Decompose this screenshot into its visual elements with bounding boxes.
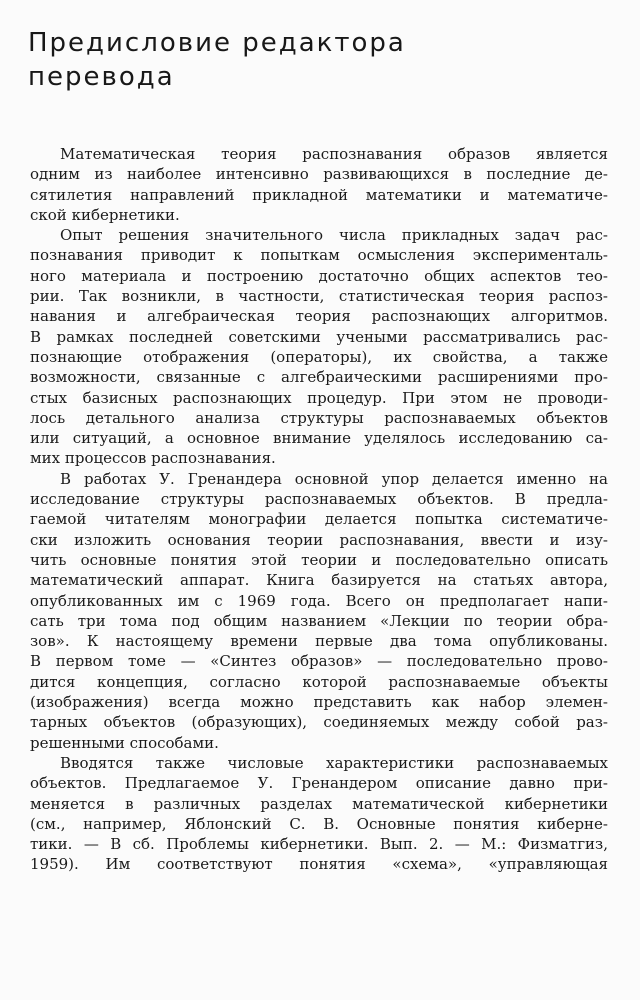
- text-line: чить основные понятия этой теории и последовательно описать: [30, 550, 608, 569]
- text-line: (изображения) всегда можно представить как набор элемен-: [30, 693, 608, 712]
- text-line: объектов. Предлагаемое У. Гренандером описание давно при-: [30, 774, 608, 793]
- page-title: [28, 26, 406, 94]
- text-line: математический аппарат. Книга базируется на статьях автора,: [30, 571, 608, 590]
- text-line: зов». К настоящему времени первые два тома опубликованы.: [30, 632, 608, 651]
- text-line: тарных объектов (образующих), соединяемых между собой раз-: [30, 713, 608, 732]
- text-line: или ситуаций, а основное внимание уделялось исследованию са-: [30, 429, 608, 448]
- text-line: ного материала и построению достаточно общих аспектов тео-: [30, 266, 608, 285]
- text-line: мих процессов распознавания.: [30, 449, 276, 468]
- paragraph-2: [30, 225, 608, 469]
- text-line: Вводятся также числовые характеристики распознаваемых: [60, 753, 608, 772]
- text-line: ской кибернетики.: [30, 205, 180, 224]
- text-line: сать три тома под общим названием «Лекции по теории обра-: [30, 611, 608, 630]
- text-line: ски изложить основания теории распознавания, ввести и изу-: [30, 530, 608, 549]
- text-line: тики. — В сб. Проблемы кибернетики. Вып. 2. — М.: Физматгиз,: [30, 835, 608, 854]
- text-line: исследование структуры распознаваемых объектов. В предла-: [30, 490, 608, 509]
- text-line: возможности, связанные с алгебраическими расширениями про-: [30, 368, 608, 387]
- body-text: [30, 144, 608, 875]
- text-line: рии. Так возникли, в частности, статистическая теория распоз-: [30, 287, 608, 306]
- text-line: меняется в различных разделах математической кибернетики: [30, 794, 608, 813]
- text-line: опубликованных им с 1969 года. Всего он предполагает напи-: [30, 591, 608, 610]
- text-line: дится концепция, согласно которой распознаваемые объекты: [30, 672, 608, 691]
- text-line: познающие отображения (операторы), их свойства, а также: [30, 347, 608, 366]
- text-line: 1959). Им соответствуют понятия «схема», «управляющая: [30, 855, 608, 874]
- text-line: В первом томе — «Синтез образов» — последовательно прово-: [30, 652, 608, 671]
- text-line: сятилетия направлений прикладной математики и математиче-: [30, 185, 608, 204]
- paragraph-3: [30, 469, 608, 753]
- text-line: В рамках последней советскими учеными рассматривались рас-: [30, 327, 608, 346]
- paragraph-4: [30, 753, 608, 875]
- paragraph-1: [30, 144, 608, 225]
- text-line: Опыт решения значительного числа прикладных задач рас-: [60, 226, 608, 245]
- text-line: В работах У. Гренандера основной упор делается именно на: [60, 469, 608, 488]
- text-line: лось детального анализа структуры распознаваемых объектов: [30, 408, 608, 427]
- text-line: Математическая теория распознавания образов является: [60, 145, 608, 163]
- text-line: одним из наиболее интенсивно развивающихся в последние де-: [30, 165, 608, 184]
- text-line: решенными способами.: [30, 733, 219, 752]
- text-line: гаемой читателям монографии делается попытка систематиче-: [30, 510, 608, 529]
- text-line: (см., например, Яблонский С. В. Основные понятия киберне-: [30, 814, 608, 833]
- text-line: познавания приводит к попыткам осмысления эксперименталь-: [30, 246, 608, 265]
- text-line: навания и алгебраическая теория распознающих алгоритмов.: [30, 307, 608, 326]
- page-title-line-1: Предисловие редактора: [28, 28, 406, 58]
- page-title-line-2: перевода: [28, 62, 175, 92]
- text-line: стых базисных распознающих процедур. При этом не проводи-: [30, 388, 608, 407]
